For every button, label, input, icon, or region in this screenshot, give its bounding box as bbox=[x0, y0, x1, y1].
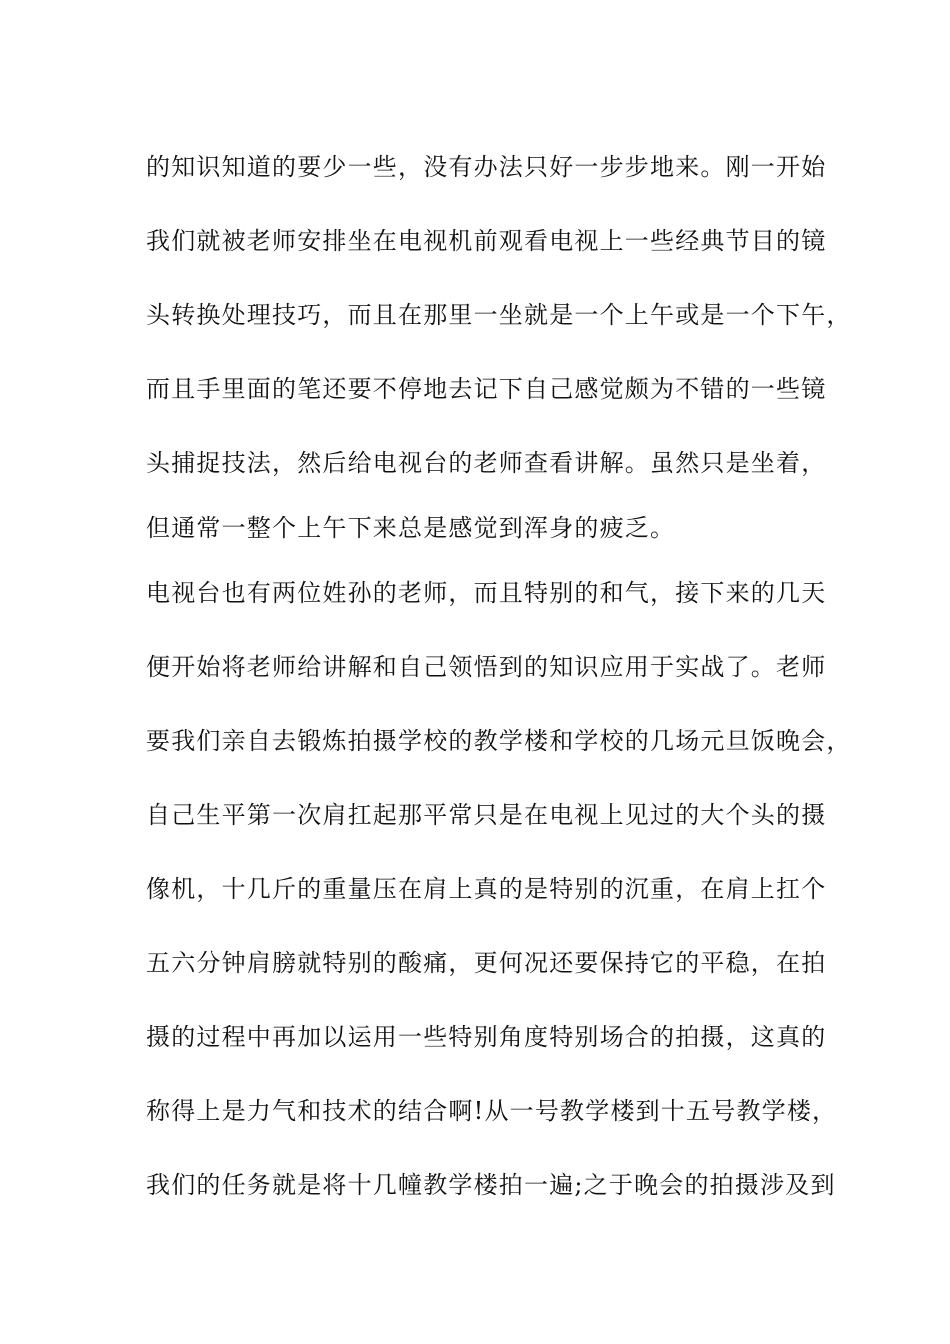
text-line: 电视台也有两位姓孙的老师，而且特别的和气，接下来的几天 bbox=[146, 579, 827, 607]
text-line: 头转换处理技巧，而且在那里一坐就是一个上午或是一个下午， bbox=[146, 301, 852, 329]
text-line: 我们就被老师安排坐在电视机前观看电视上一些经典节目的镜 bbox=[146, 227, 827, 255]
text-line: 我们的任务就是将十几幢教学楼拍一遍;之于晚会的拍摄涉及到 bbox=[146, 1171, 836, 1199]
text-line: 五六分钟肩膀就特别的酸痛，更何况还要保持它的平稳，在拍 bbox=[146, 949, 827, 977]
text-line: 头捕捉技法，然后给电视台的老师查看讲解。虽然只是坐着， bbox=[146, 449, 827, 477]
text-line: 但通常一整个上午下来总是感觉到浑身的疲乏。 bbox=[146, 514, 676, 542]
text-line: 而且手里面的笔还要不停地去记下自己感觉颇为不错的一些镜 bbox=[146, 375, 827, 403]
text-line: 自己生平第一次肩扛起那平常只是在电视上见过的大个头的摄 bbox=[146, 801, 827, 829]
body-text bbox=[146, 130, 852, 1222]
text-line: 称得上是力气和技术的结合啊!从一号教学楼到十五号教学楼， bbox=[146, 1097, 838, 1125]
text-line: 摄的过程中再加以运用一些特别角度特别场合的拍摄，这真的 bbox=[146, 1023, 827, 1051]
text-line: 便开始将老师给讲解和自己领悟到的知识应用于实战了。老师 bbox=[146, 653, 827, 681]
text-line: 的知识知道的要少一些，没有办法只好一步步地来。刚一开始 bbox=[146, 153, 827, 181]
text-line: 像机，十几斤的重量压在肩上真的是特别的沉重，在肩上扛个 bbox=[146, 875, 827, 903]
text-line: 要我们亲自去锻炼拍摄学校的教学楼和学校的几场元旦饭晚会， bbox=[146, 727, 852, 755]
